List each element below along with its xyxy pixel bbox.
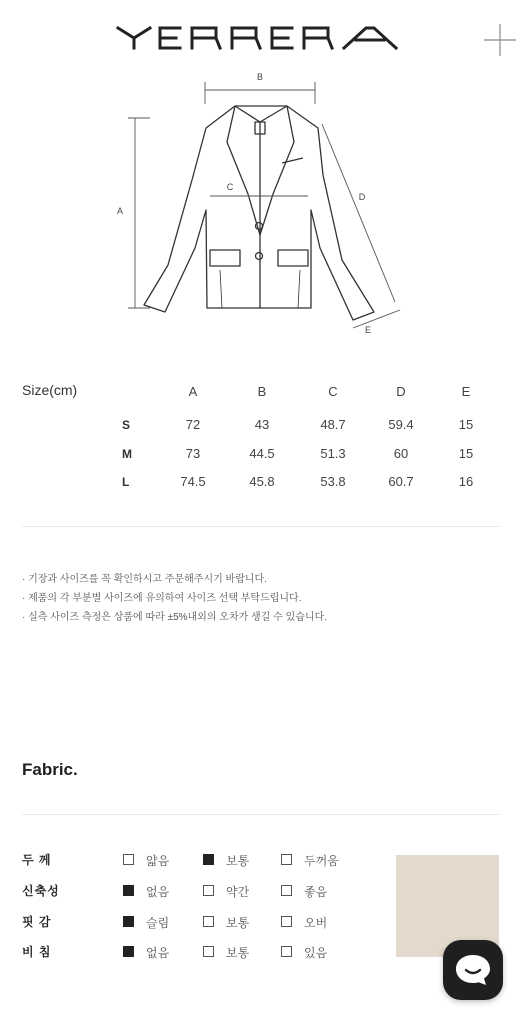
checkbox	[281, 854, 292, 865]
checkbox	[281, 946, 292, 957]
checkbox	[203, 916, 214, 927]
diagram-label-e: E	[364, 325, 372, 335]
table-cell: 43	[254, 417, 270, 432]
note-line: · 실측 사이즈 측정은 상품에 따라 ±5%내외의 오차가 생길 수 있습니다.	[22, 612, 327, 623]
table-cell: 51.3	[320, 446, 346, 461]
table-cell: 48.7	[320, 417, 346, 432]
fabric-row-thickness: 두 께 얇음 보통 두꺼움	[22, 853, 339, 868]
size-chart-title: Size(cm)	[22, 382, 78, 398]
note-line: · 제품의 각 부분별 사이즈에 유의하여 사이즈 선택 부탁드립니다.	[22, 593, 302, 604]
row-label: L	[122, 475, 130, 489]
table-cell: 60.7	[388, 474, 414, 489]
jacket-measurement-diagram	[110, 70, 410, 340]
fabric-row-label: 비 침	[22, 945, 52, 959]
fabric-row-label: 신축성	[22, 884, 60, 898]
column-header: E	[461, 384, 471, 399]
diagram-label-b: B	[256, 72, 264, 82]
table-cell: 15	[458, 446, 474, 461]
checkbox	[123, 854, 134, 865]
divider	[22, 814, 500, 815]
column-header: A	[188, 384, 198, 399]
checkbox-checked	[123, 946, 134, 957]
diagram-label-a: A	[116, 206, 124, 216]
table-cell: 74.5	[180, 474, 206, 489]
table-cell: 53.8	[320, 474, 346, 489]
checkbox	[281, 916, 292, 927]
row-label: S	[122, 418, 131, 432]
table-cell: 59.4	[388, 417, 414, 432]
table-cell: 73	[185, 446, 201, 461]
checkbox-checked	[123, 885, 134, 896]
chat-bubble-icon	[443, 940, 503, 1000]
fabric-row-fit: 핏 감 슬림 보통 오버	[22, 915, 328, 930]
column-header: D	[396, 384, 406, 399]
fabric-row-label: 핏 감	[22, 915, 52, 929]
checkbox	[203, 946, 214, 957]
fabric-title: Fabric.	[22, 760, 78, 779]
header	[0, 0, 522, 72]
diagram-label-c: C	[226, 182, 234, 192]
checkbox-checked	[203, 854, 214, 865]
chat-button[interactable]	[443, 940, 503, 1000]
brand-logo[interactable]	[116, 22, 406, 54]
row-label: M	[122, 447, 132, 461]
divider	[22, 526, 500, 527]
table-cell: 45.8	[249, 474, 275, 489]
checkbox-checked	[123, 916, 134, 927]
table-cell: 15	[458, 417, 474, 432]
table-cell: 16	[458, 474, 474, 489]
size-notes	[22, 570, 502, 627]
plus-icon[interactable]	[482, 22, 518, 58]
fabric-row-sheerness: 비 침 없음 보통 있음	[22, 945, 328, 960]
table-cell: 60	[393, 446, 409, 461]
fabric-row-label: 두 께	[22, 853, 52, 867]
note-line: · 기장과 사이즈를 꼭 확인하시고 주문해주시기 바랍니다.	[22, 574, 267, 585]
fabric-row-stretch: 신축성 없음 약간 좋음	[22, 884, 328, 899]
diagram-label-d: D	[358, 192, 366, 202]
column-header: B	[257, 384, 267, 399]
column-header: C	[328, 384, 338, 399]
table-cell: 72	[185, 417, 201, 432]
checkbox	[281, 885, 292, 896]
checkbox	[203, 885, 214, 896]
table-cell: 44.5	[249, 446, 275, 461]
